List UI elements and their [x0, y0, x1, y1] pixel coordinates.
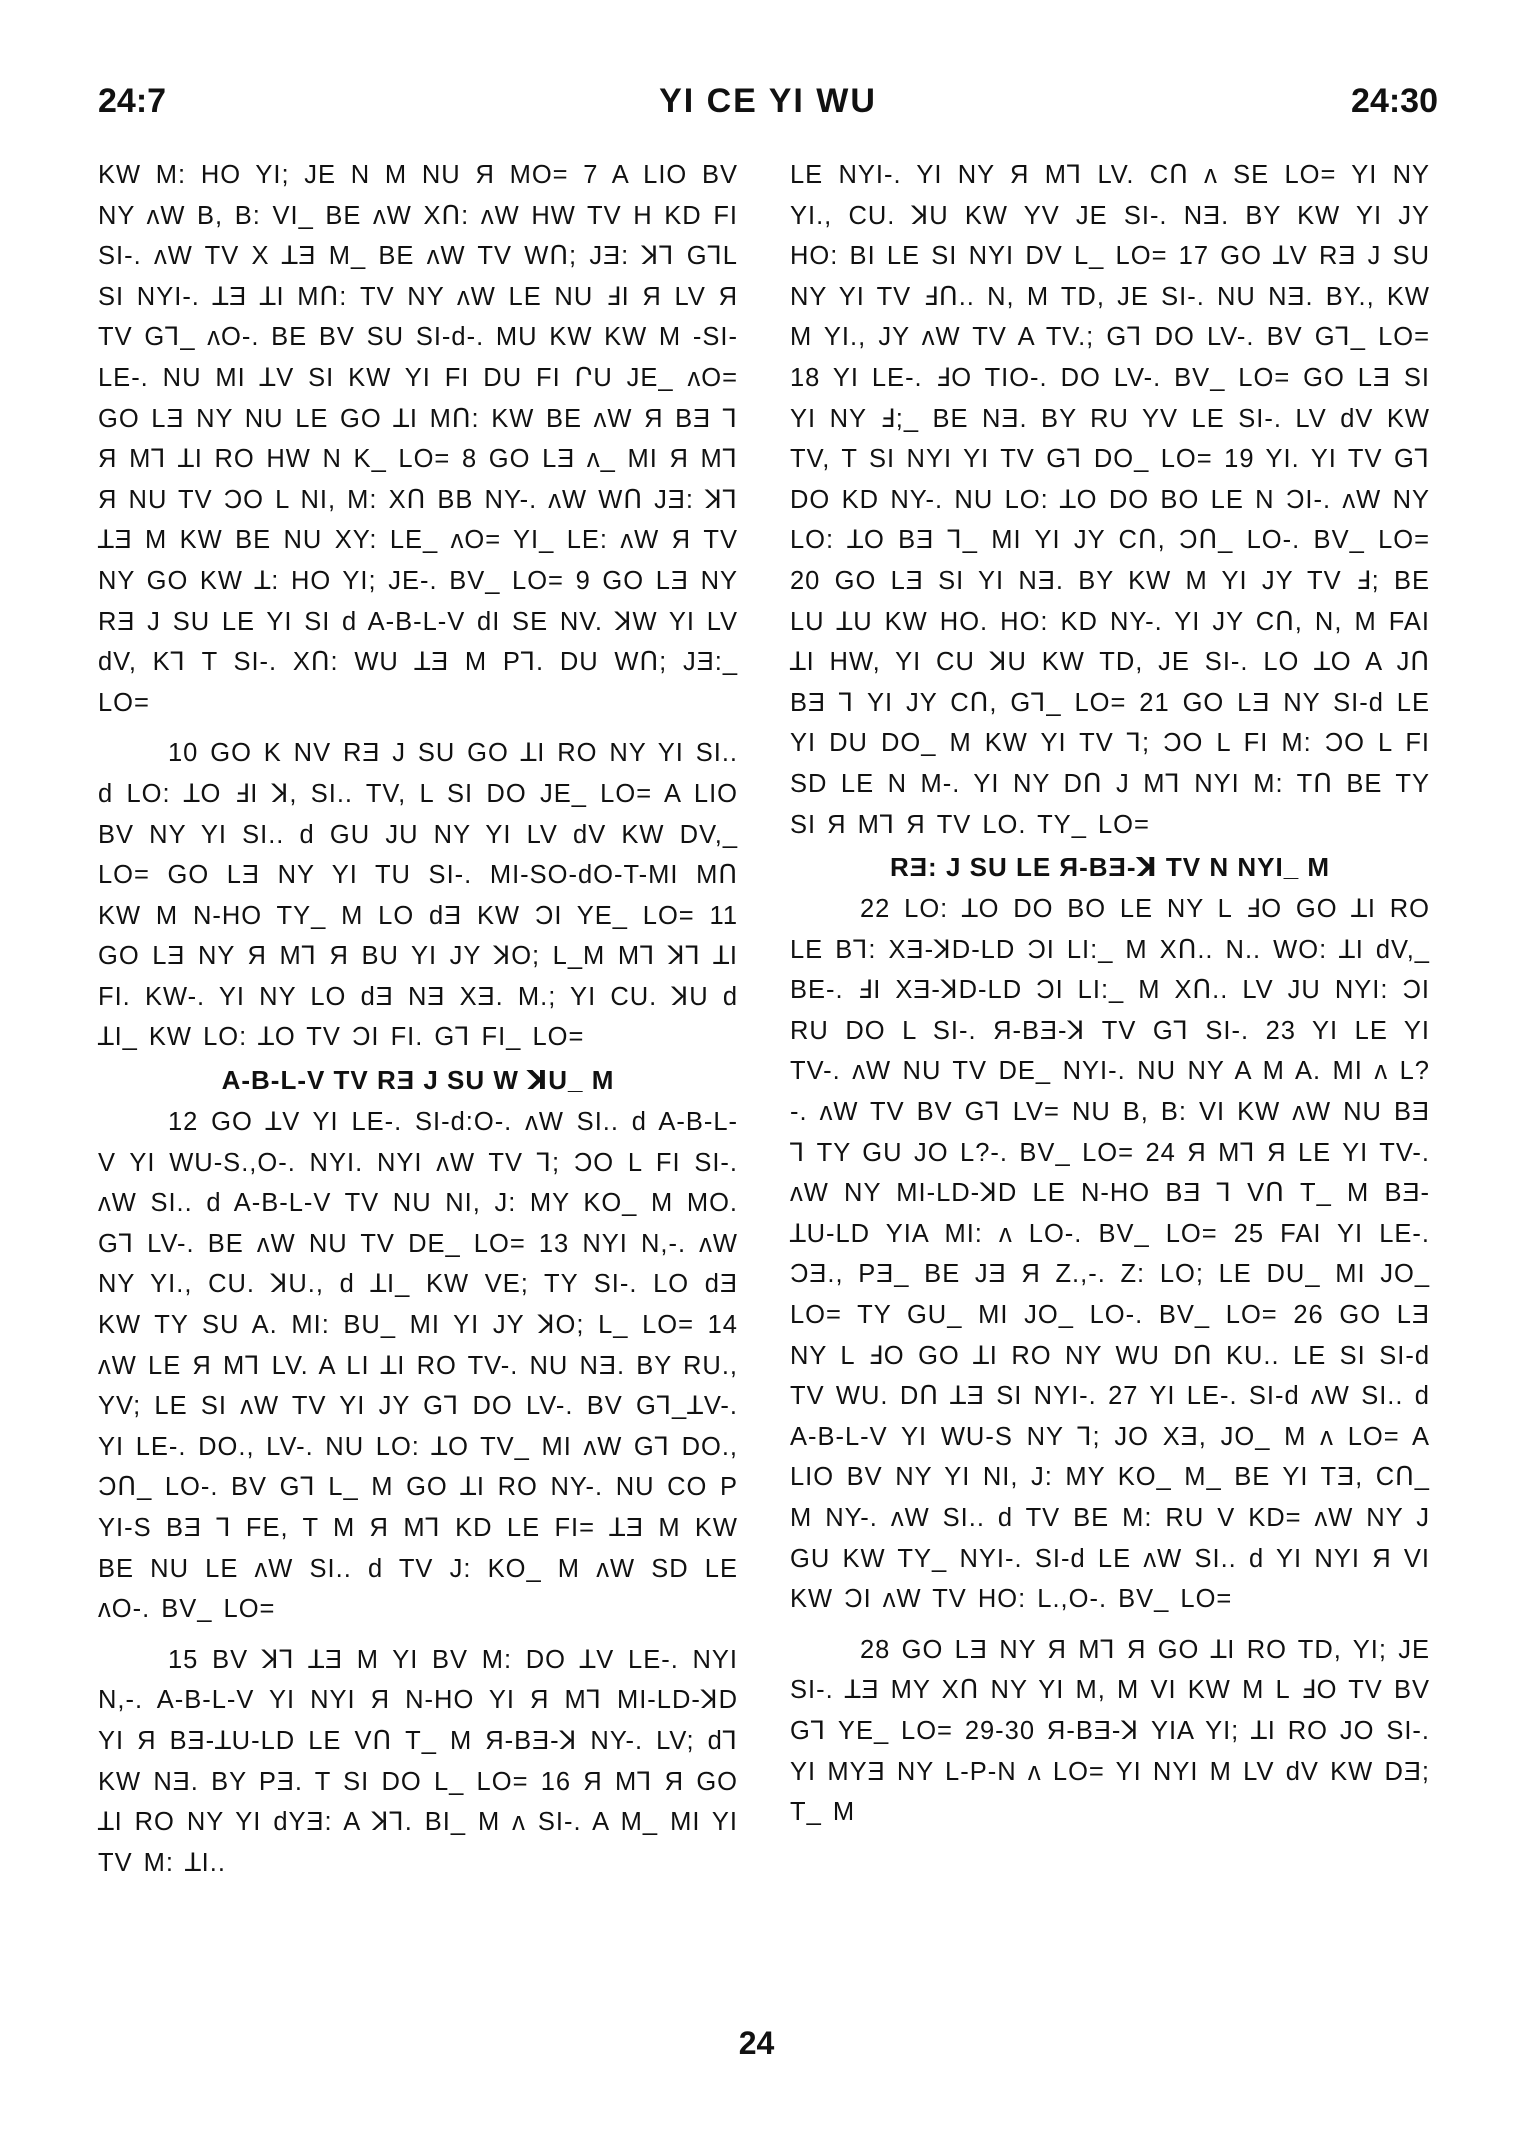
paragraph-verses-16-21: LE NYI-. YI NY Я Mꓶ LV. CՈ ʌ SE LO= YI NY YI., CU. ꓘU KW YV JE SI-. NƎ. BY KW YI JY HO: BI LE SI NYI DV L_ LO= 17 GO ꓕV RƎ J SU NY YI TV ꓞՈ.. N, M TD, JE SI-. NU NƎ. BY., KW M YI., JY ʌW TV A TV.; Gꓶ DO LV-. BV Gꓶ_ LO= 18 YI LE-. ꓞO TIO-. DO LV-. BV_ LO= GO LƎ SI YI NY ꓞ;_ BE NƎ. BY RU YV LE SI-. LV dV KW TV, T SI NYI YI TV Gꓶ DO_ LO= 19 YI. YI TV Gꓶ DO KD NY-. NU LO: ꓕO DO BO LE N ƆI-. ʌW NY LO: ꓕO BƎ ꓶ_ MI YI JY CՈ, ƆՈ_ LO-. BV_ LO= 20 GO LƎ SI YI NƎ. BY KW M YI JY TV ꓞ; BE LU ꓕU KW HO. HO: KD NY-. YI JY CՈ, N, M FAI ꓕI HW, YI CU ꓘU KW TD, JE SI-. LO ꓕO A JՈ BƎ ꓶ YI JY CՈ, Gꓶ_ LO= 21 GO LƎ NY SI-d LE YI DU DO_ M KW YI TV ꓶ; ƆO L FI M: ƆO L FI SD LE N M-. YI NY DՈ J Mꓶ NYI M: TՈ BE TY SI Я Mꓶ Я TV LO. TY_ LO= — [790, 161, 1430, 839]
page-header — [98, 82, 1438, 134]
paragraph-verses-12-14: 12 GO ꓕV YI LE-. SI-d:O-. ʌW SI.. d A-B-L-V YI WU-S.,O-. NYI. NYI ʌW TV ꓶ; ƆO L FI SI-. ʌW SI.. d A-B-L-V TV NU NI, J: MY KO_ M MO. Gꓶ LV-. BE ʌW NU TV DE_ LO= 13 NYI N,-. ʌW NY YI., CU. ꓘU., d ꓕI_ KW VE; TY SI-. LO dƎ KW TY SU A. MI: BU_ MI YI JY ꓘO; L_ LO= 14 ʌW LE Я Mꓶ LV. A LI ꓕI RO TV-. NU NƎ. BY RU., YV; LE SI ʌW TV YI JY Gꓶ DO LV-. BV Gꓶ_ꓕV-. YI LE-. DO., LV-. NU LO: ꓕO TV_ MI ʌW Gꓶ DO., ƆՈ_ LO-. BV Gꓶ L_ M GO ꓕI RO NY-. NU CO P YI-S BƎ ꓶ FE, T M Я Mꓶ KD LE FI= ꓕƎ M KW BE NU LE ʌW SI.. d TV J: KO_ M ʌW SD LE ʌO-. BV_ LO= — [98, 1108, 738, 1624]
section-heading-right: RƎ: J SU LE Я-BƎ-ꓘ TV N NYI_ M — [889, 852, 1331, 883]
paragraph-verses-7-9: KW M: HO YI; JE N M NU Я MO= 7 A LIO BV NY ʌW B, B: VI_ BE ʌW XՈ: ʌW HW TV H KD FI SI-. ʌW TV X ꓕƎ M_ BE ʌW TV WՈ; JƎ: ꓘꓶ GꓶL SI NYI-. ꓕƎ ꓕI MՈ: TV NY ʌW LE NU ꓞI Я LV Я TV Gꓶ_ ʌO-. BE BV SU SI-d-. MU KW KW M -SI- LE-. NU MI ꓕV SI KW YI FI DU FI ՐU JE_ ʌO= GO LƎ NY NU LE GO ꓕI MՈ: KW BE ʌW Я BƎ ꓶ Я Mꓶ ꓕI RO HW N K_ LO= 8 GO LƎ ʌ_ MI Я Mꓶ Я NU TV ƆO L NI, M: XՈ BB NY-. ʌW WՈ JƎ: ꓘꓶ ꓕƎ M KW BE NU XY: LE_ ʌO= YI_ LE: ʌW Я TV NY GO KW ꓕ: HO YI; JE-. BV_ LO= 9 GO LƎ NY RƎ J SU LE YI SI d A-B-L-V dI SE NV. ꓘW YI LV dV, Kꓶ T SI-. XՈ: WU ꓕƎ M Pꓶ. DU WՈ; JƎ:_ LO= — [98, 161, 738, 717]
right-column — [790, 155, 1430, 1833]
section-heading-left: A-B-L-V TV RƎ J SU W ꓘU_ M — [221, 1065, 615, 1096]
paragraph-verses-28-30: 28 GO LƎ NY Я Mꓶ Я GO ꓕI RO TD, YI; JE SI-. ꓕƎ MY XՈ NY YI M, M VI KW M L ꓞO TV BV Gꓶ YE_ LO= 29-30 Я-BƎ-ꓘ YIA YI; ꓕI RO JO SI-. YI MYƎ NY L-P-N ʌ LO= YI NYI M LV dV KW DƎ; T_ M — [790, 1635, 1430, 1827]
book-title: YI CE YI WU — [659, 82, 877, 120]
paragraph-verses-22-27: 22 LO: ꓕO DO BO LE NY L ꓞO GO ꓕI RO LE Bꓶ: XƎ-ꓘD-LD ƆI LI:_ M XՈ.. N.. WO: ꓕI dV,_ BE-. ꓞI XƎ-ꓘD-LD ƆI LI:_ M XՈ.. LV JU NYI: ƆI RU DO L SI-. Я-BƎ-ꓘ TV Gꓶ SI-. 23 YI LE YI TV-. ʌW NU TV DE_ NYI-. NU NY A M A. MI ʌ L?-. ʌW TV BV Gꓶ LV= NU B, B: VI KW ʌW NU BƎ ꓶ TY GU JO L?-. BV_ LO= 24 Я Mꓶ Я LE YI TV-. ʌW NY MI-LD-ꓘD LE N-HO BƎ ꓶ VՈ T_ M BƎ-ꓕU-LD YIA MI: ʌ LO-. BV_ LO= 25 FAI YI LE-. ƆƎ., PƎ_ BE JƎ Я Z.,-. Z: LO; LE DU_ MI JO_ LO= TY GU_ MI JO_ LO-. BV_ LO= 26 GO LƎ NY L ꓞO GO ꓕI RO NY WU DՈ KU.. LE SI SI-d TV WU. DՈ ꓕƎ SI NYI-. 27 YI LE-. SI-d ʌW SI.. d A-B-L-V YI WU-S NY ꓶ; JO XƎ, JO_ M ʌ LO= A LIO BV NY YI NI, J: MY KO_ M_ BE YI TƎ, CՈ_ M NY-. ʌW SI.. d TV BE M: RU V KD= ʌW NY J GU KW TY_ NYI-. SI-d LE ʌW SI.. d YI NYI Я VI KW ƆI ʌW TV HO: L.,O-. BV_ LO= — [790, 895, 1430, 1614]
left-column — [98, 155, 738, 1883]
header-left-reference: 24:7 — [98, 82, 167, 120]
page-number: 24 — [738, 2025, 775, 2061]
paragraph-verses-15-16: 15 BV ꓘꓶ ꓕƎ M YI BV M: DO ꓕV LE-. NYI N,-. A-B-L-V YI NYI Я N-HO YI Я Mꓶ MI-LD-ꓘD YI Я BƎ-ꓕU-LD LE VՈ T_ M Я-BƎ-ꓘ NY-. LV; dꓶ KW NƎ. BY PƎ. T SI DO L_ LO= 16 Я Mꓶ Я GO ꓕI RO NY YI dYƎ: A ꓘꓶ. BI_ M ʌ SI-. A M_ MI YI TV M: ꓕI.. — [98, 1645, 738, 1877]
header-right-reference: 24:30 — [1351, 82, 1438, 120]
paragraph-verses-10-11: 10 GO K NV RƎ J SU GO ꓕI RO NY YI SI.. d LO: ꓕO ꓞI ꓘ, SI.. TV, L SI DO JE_ LO= A LIO BV NY YI SI.. d GU JU NY YI LV dV KW DV,_ LO= GO LƎ NY YI TU SI-. MI-SO-dO-T-MI MՈ KW M N-HO TY_ M LO dƎ KW ƆI YE_ LO= 11 GO LƎ NY Я Mꓶ Я BU YI JY ꓘO; L_M Mꓶ ꓘꓶ ꓕI FI. KW-. YI NY LO dƎ NƎ XƎ. M.; YI CU. ꓘU d ꓕI_ KW LO: ꓕO TV ƆI FI. Gꓶ FI_ LO= — [98, 739, 738, 1052]
